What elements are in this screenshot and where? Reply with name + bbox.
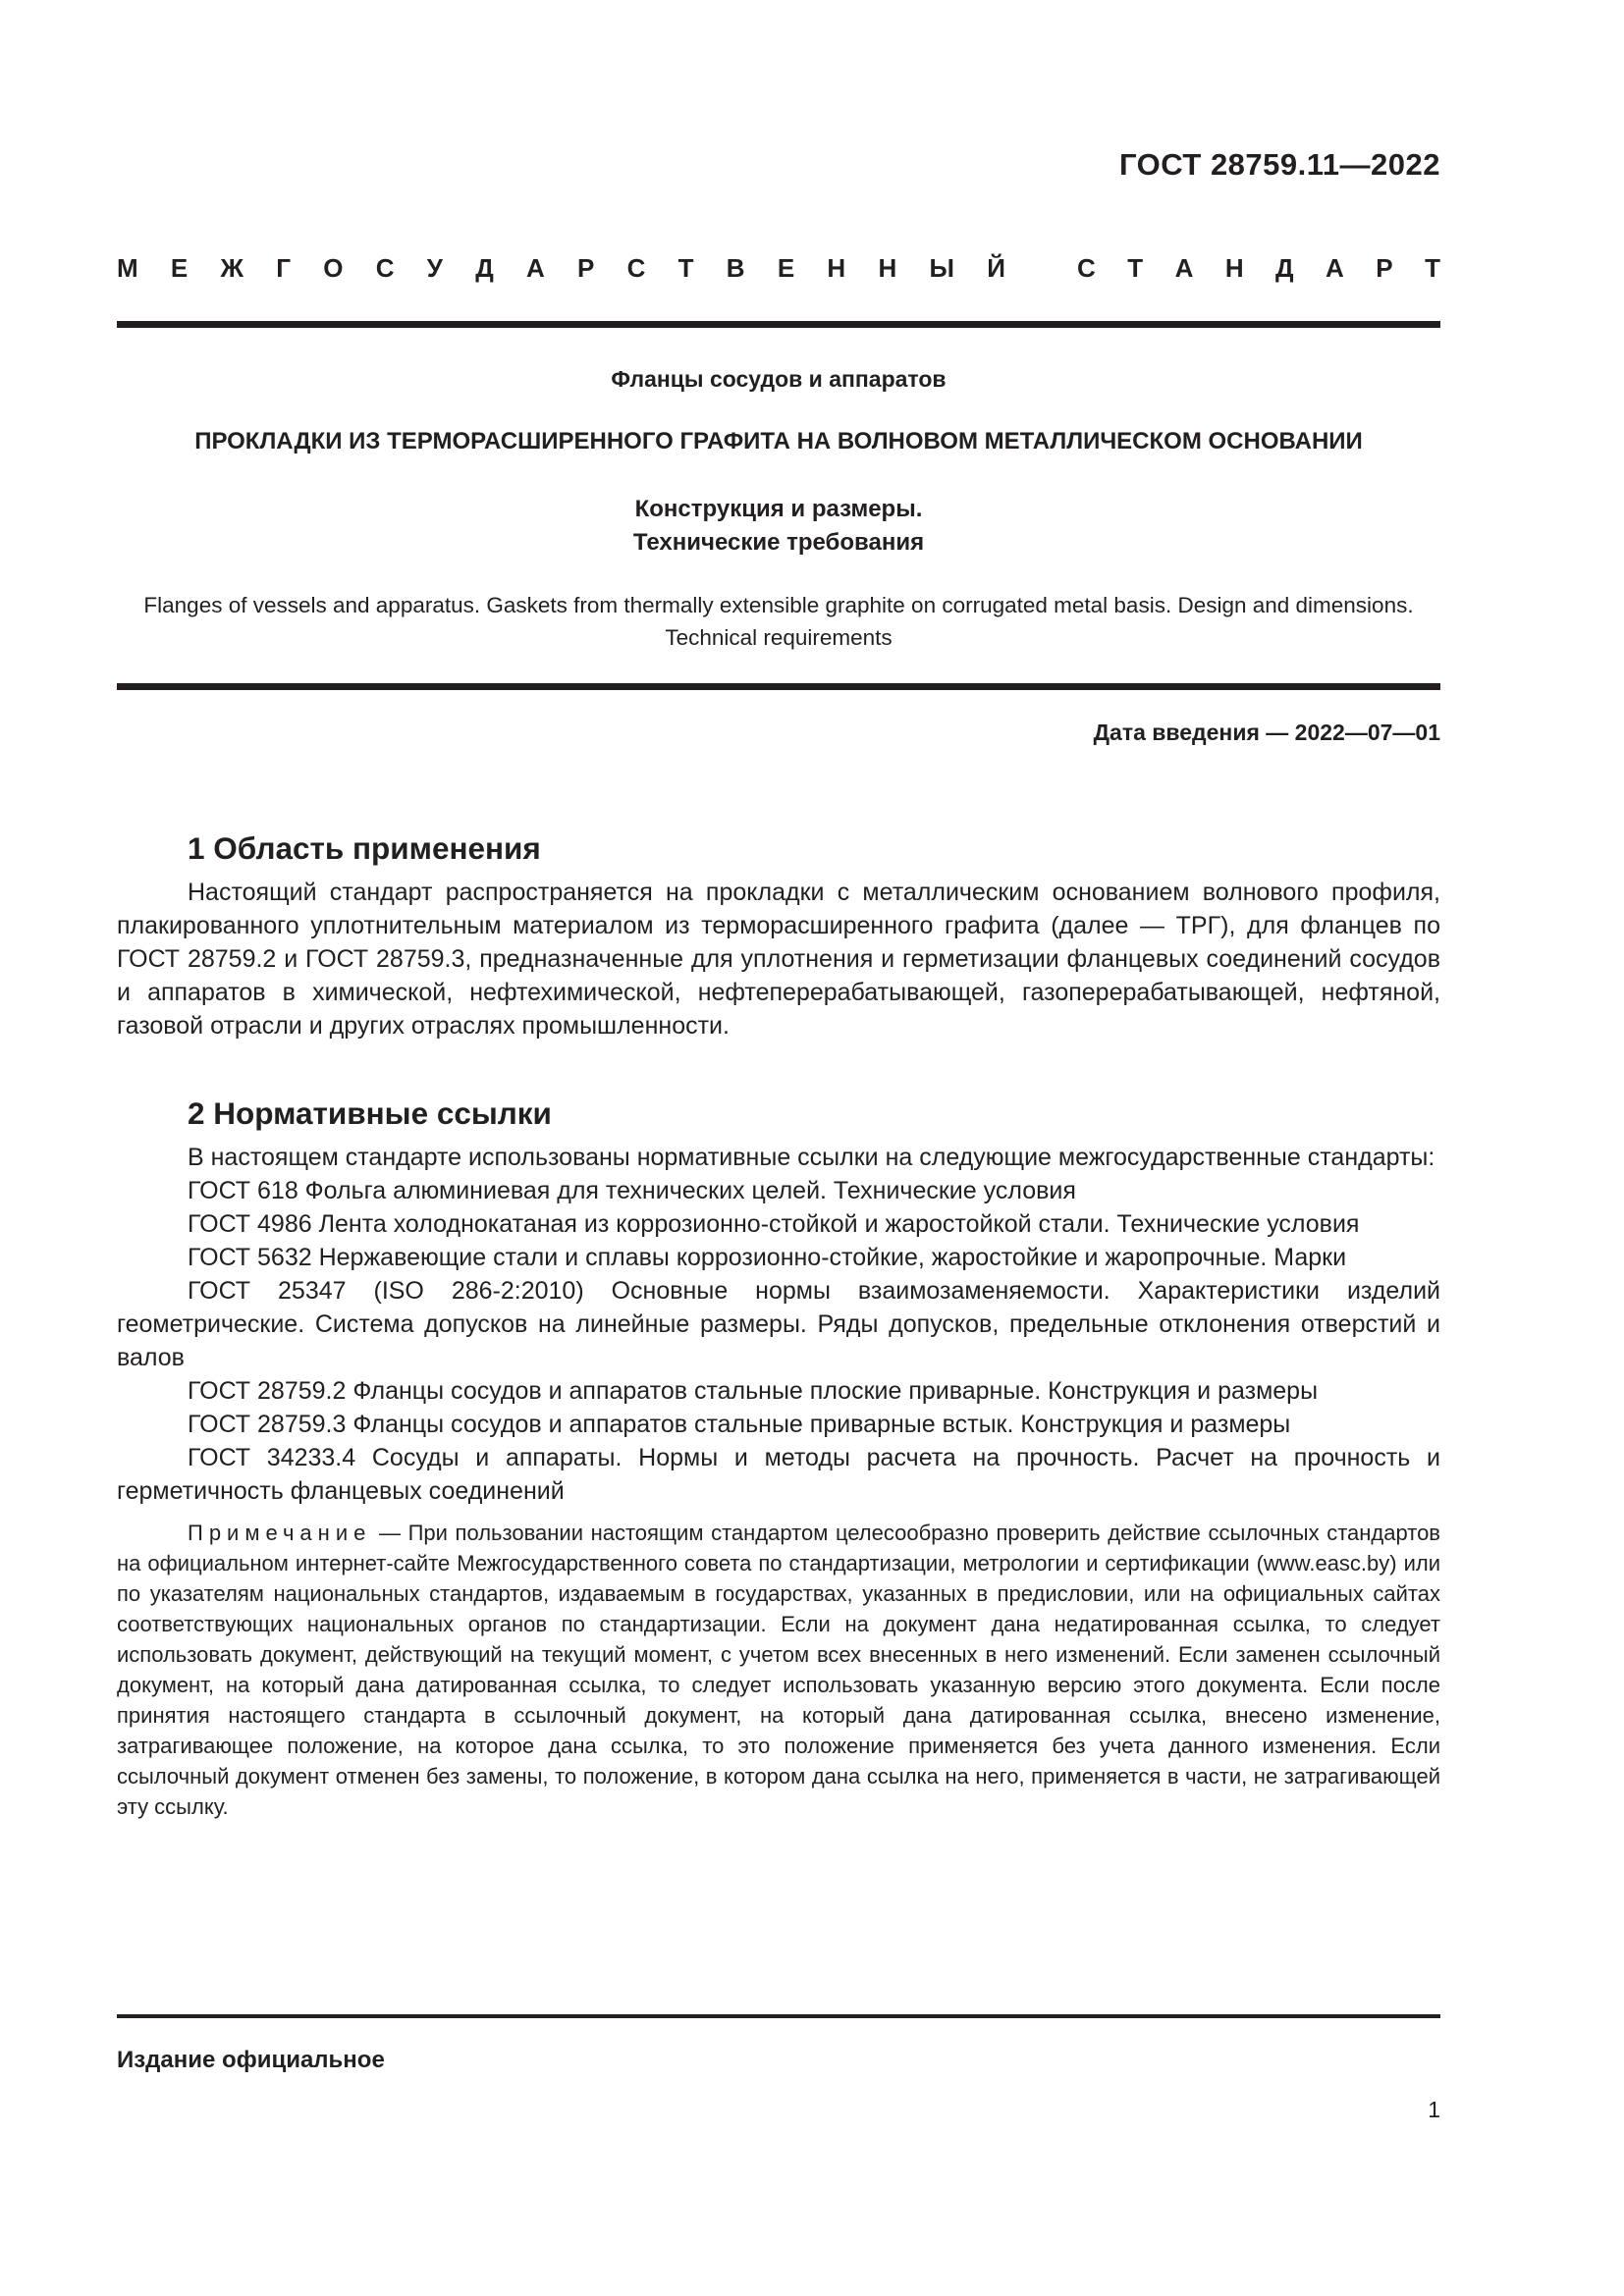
page-number: 1 xyxy=(1428,2097,1440,2122)
section-heading: 2 Нормативные ссылки xyxy=(188,1095,552,1131)
title-main: ПРОКЛАДКИ ИЗ ТЕРМОРАСШИРЕННОГО ГРАФИТА НА ВОЛНОВОМ МЕТАЛЛИЧЕСКОМ ОСНОВАНИИ xyxy=(194,428,1363,454)
reference-item: ГОСТ 25347 (ISO 286-2:2010) Основные нормы взаимозаменяемости. Характеристики изделий геометрические. Система допусков на линейные размеры. Ряды допусков, предельные отклонения отверстий и валов xyxy=(117,1277,1440,1371)
letter: Р xyxy=(577,253,595,283)
reference-item: ГОСТ 28759.2 Фланцы сосудов и аппаратов стальные плоские приварные. Конструкция и размеры xyxy=(188,1377,1319,1405)
introduction-date: Дата введения — 2022—07—01 xyxy=(1093,720,1440,745)
section-heading: 1 Область применения xyxy=(188,830,541,866)
letter: Д xyxy=(1275,253,1294,283)
letter: У xyxy=(426,253,443,283)
letter: С xyxy=(626,253,646,283)
reference-item: ГОСТ 34233.4 Сосуды и аппараты. Нормы и методы расчета на прочность. Расчет на прочность и герметичность фланцевых соединений xyxy=(117,1444,1440,1505)
title-sub-line2: Технические требования xyxy=(632,529,925,556)
standard-type-word2 xyxy=(1077,253,1440,284)
note-label: Примечание xyxy=(188,1521,372,1545)
letter: Г xyxy=(276,253,292,283)
reference-list xyxy=(117,1174,1440,1508)
title-sub xyxy=(117,493,1440,560)
reference-item: ГОСТ 4986 Лента холоднокатаная из коррозионно-стойкой и жаростойкой стали. Технические условия xyxy=(188,1210,1360,1238)
letter: С xyxy=(375,253,395,283)
edition-label: Издание официальное xyxy=(117,2047,385,2073)
letter: Е xyxy=(170,253,189,283)
section-normative-references xyxy=(117,1095,1440,1822)
letter: О xyxy=(323,253,344,283)
letter: Р xyxy=(1376,253,1393,283)
letter: Й xyxy=(987,253,1005,283)
letter: Ы xyxy=(929,253,954,283)
reference-note xyxy=(117,1518,1440,1822)
letter: Д xyxy=(475,253,494,283)
letter: Т xyxy=(1425,253,1440,283)
letter: Н xyxy=(827,253,846,283)
title-sub-line1: Конструкция и размеры. xyxy=(634,496,923,522)
top-divider xyxy=(117,321,1440,328)
section-scope xyxy=(117,830,1440,1042)
section-paragraph: Настоящий стандарт распространяется на прокладки с металлическим основанием волнового профиля, плакированного уплотнительным материалом из терморасширенного графита (далее — ТРГ), для фланцев по ГОСТ 28759.2 и ГОСТ 28759.3, предназначенные для уплотнения и герметизации фланцевых соединений сосудов и аппаратов в химической, нефтехимической, нефтеперерабатывающей, газоперерабатывающей, нефтяной, газовой отрасли и других отраслях промышленности. xyxy=(117,879,1440,1040)
title-english: Flanges of vessels and apparatus. Gaskets from thermally extensible graphite on corrugated metal basis. Design and dimensions. Technical requirements xyxy=(143,593,1414,650)
letter: М xyxy=(117,253,138,283)
letter: Т xyxy=(677,253,694,283)
letter: А xyxy=(526,253,545,283)
title-divider xyxy=(117,683,1440,690)
reference-item: ГОСТ 5632 Нержавеющие стали и сплавы коррозионно-стойкие, жаростойкие и жаропрочные. Марки xyxy=(188,1244,1347,1271)
letter: С xyxy=(1077,253,1096,283)
letter: А xyxy=(1174,253,1194,283)
standard-type xyxy=(117,253,1440,284)
reference-item: ГОСТ 618 Фольга алюминиевая для технических целей. Технические условия xyxy=(188,1177,1076,1204)
footer-divider xyxy=(117,2014,1440,2018)
reference-item: ГОСТ 28759.3 Фланцы сосудов и аппаратов стальные приварные встык. Конструкция и размеры xyxy=(188,1411,1291,1438)
letter: А xyxy=(1326,253,1344,283)
title-series: Фланцы сосудов и аппаратов xyxy=(611,366,947,392)
letter: Ж xyxy=(220,253,244,283)
letter: В xyxy=(726,253,745,283)
letter: Т xyxy=(1127,253,1144,283)
letter: Н xyxy=(1224,253,1244,283)
letter: Е xyxy=(777,253,795,283)
document-number: ГОСТ 28759.11—2022 xyxy=(1119,147,1440,182)
letter: Н xyxy=(878,253,897,283)
standard-type-word1 xyxy=(117,253,1005,284)
note-text: — При пользовании настоящим стандартом целесообразно проверить действие ссылочных стандартов на официальном интернет-сайте Межгосударственного совета по стандартизации, метрологии и сертификации (www.easc.by) или по указателям национальных стандартов, издаваемым в государствах, указанных в предисловии, или на официальных сайтах соответствующих национальных органов по стандартизации. Если на документ дана недатированная ссылка, то следует использовать документ, действующий на текущий момент, с учетом всех внесенных в него изменений. Если заменен ссылочный документ, на который дана датированная ссылка, то следует использовать указанную версию этого документа. Если после принятия настоящего стандарта в ссылочный документ, на который дана датированная ссылка, внесено изменение, затрагивающее положение, на которое дана ссылка, то это положение применяется без учета данного изменения. Если ссылочный документ отменен без замены, то положение, в котором дана ссылка на него, применяется в части, не затрагивающей эту ссылку. xyxy=(117,1521,1440,1819)
section-paragraph: В настоящем стандарте использованы нормативные ссылки на следующие межгосударственные стандарты: xyxy=(188,1144,1435,1171)
